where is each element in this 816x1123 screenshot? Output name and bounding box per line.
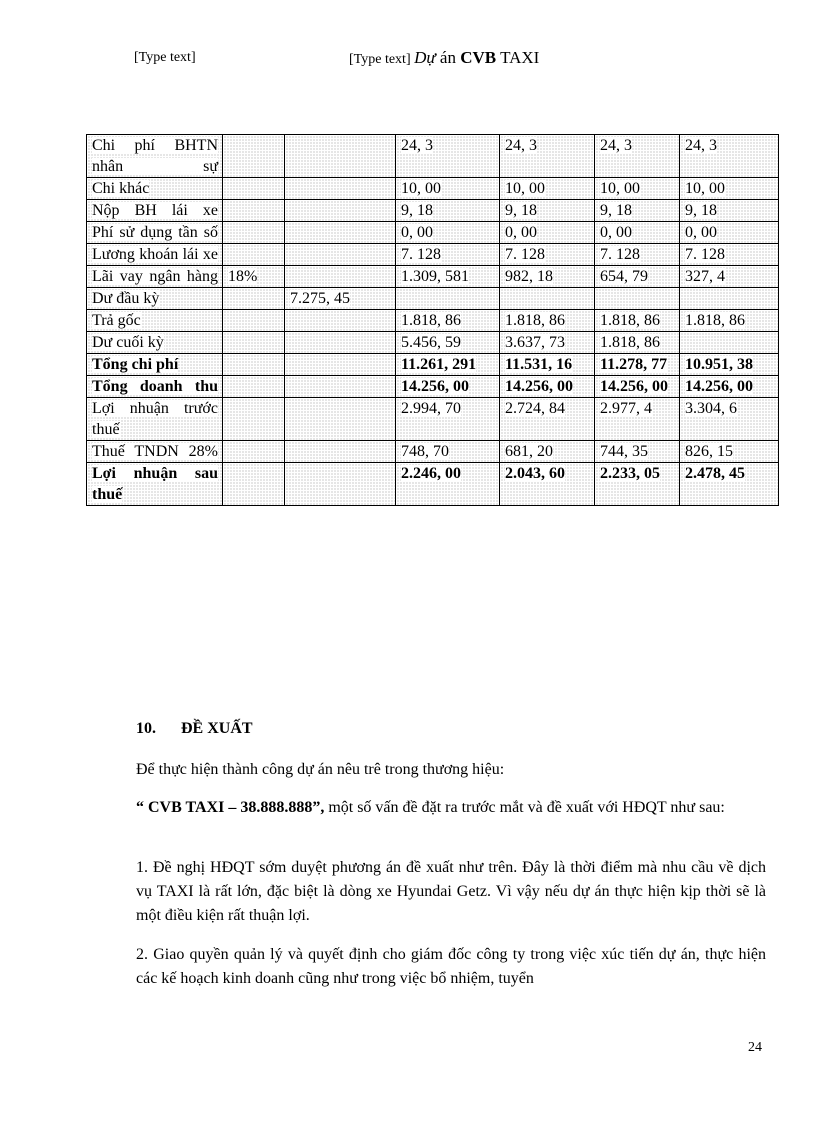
cell-value: 14.256, 00 bbox=[600, 378, 668, 395]
value-cell bbox=[223, 310, 285, 332]
value-cell bbox=[223, 266, 285, 288]
row-label: Lãi vay ngân hàng bbox=[92, 268, 218, 285]
value-cell bbox=[595, 310, 680, 332]
value-cell bbox=[595, 135, 680, 178]
cell-value: 9, 18 bbox=[600, 202, 632, 219]
table-row bbox=[87, 354, 779, 376]
table-row bbox=[87, 463, 779, 506]
cell-value: 7. 128 bbox=[685, 246, 725, 263]
value-cell bbox=[500, 398, 595, 441]
table-row bbox=[87, 332, 779, 354]
cell-value: 654, 79 bbox=[600, 268, 648, 285]
cell-value: 2.478, 45 bbox=[685, 465, 745, 482]
table-row bbox=[87, 178, 779, 200]
cell-value: 1.309, 581 bbox=[401, 268, 469, 285]
cell-value: 11.531, 16 bbox=[505, 356, 573, 373]
value-cell bbox=[396, 332, 500, 354]
cell-value: 14.256, 00 bbox=[685, 378, 753, 395]
row-label: Trả gốc bbox=[92, 312, 141, 329]
row-label: Lợi nhuận trước thuế bbox=[92, 400, 218, 438]
paragraph-brand-text: một số vấn đề đặt ra trước mắt và đề xuất với HĐQT như sau: bbox=[324, 799, 725, 816]
value-cell bbox=[500, 310, 595, 332]
cell-value: 14.256, 00 bbox=[505, 378, 573, 395]
value-cell bbox=[285, 222, 396, 244]
value-cell bbox=[500, 376, 595, 398]
cell-value: 10, 00 bbox=[685, 180, 725, 197]
cell-value: 2.233, 05 bbox=[600, 465, 660, 482]
value-cell bbox=[396, 266, 500, 288]
header-title bbox=[349, 48, 539, 68]
cell-value: 0, 00 bbox=[600, 224, 632, 241]
cell-value: 1.818, 86 bbox=[401, 312, 461, 329]
value-cell bbox=[595, 463, 680, 506]
cell-value: 24, 3 bbox=[401, 137, 433, 154]
header-center-placeholder: [Type text] bbox=[349, 52, 411, 67]
cell-value: 7. 128 bbox=[600, 246, 640, 263]
row-label-cell bbox=[87, 398, 223, 441]
value-cell bbox=[396, 441, 500, 463]
brand-slogan: “ CVB TAXI – 38.888.888”, bbox=[136, 799, 325, 816]
section-number: 10. bbox=[136, 720, 156, 737]
cell-value: 10, 00 bbox=[505, 180, 545, 197]
cell-value: 0, 00 bbox=[401, 224, 433, 241]
value-cell bbox=[285, 310, 396, 332]
cell-value: 7.275, 45 bbox=[290, 290, 350, 307]
value-cell bbox=[223, 200, 285, 222]
value-cell bbox=[680, 441, 779, 463]
value-cell bbox=[396, 135, 500, 178]
value-cell bbox=[595, 222, 680, 244]
cell-value: 2.724, 84 bbox=[505, 400, 565, 417]
header-title-italic: Dự bbox=[414, 48, 436, 67]
value-cell bbox=[595, 441, 680, 463]
row-label-cell bbox=[87, 463, 223, 506]
table-row bbox=[87, 135, 779, 178]
value-cell bbox=[223, 244, 285, 266]
value-cell bbox=[595, 244, 680, 266]
value-cell bbox=[223, 376, 285, 398]
value-cell bbox=[396, 310, 500, 332]
cell-value: 18% bbox=[228, 268, 258, 285]
cell-value: 826, 15 bbox=[685, 443, 733, 460]
value-cell bbox=[595, 178, 680, 200]
value-cell bbox=[680, 354, 779, 376]
cell-value: 11.261, 291 bbox=[401, 356, 477, 373]
row-label-cell bbox=[87, 178, 223, 200]
cell-value: 7. 128 bbox=[505, 246, 545, 263]
cell-value: 2.994, 70 bbox=[401, 400, 461, 417]
value-cell bbox=[396, 463, 500, 506]
header-title-mid: án bbox=[435, 48, 461, 67]
cell-value: 24, 3 bbox=[685, 137, 717, 154]
value-cell bbox=[223, 288, 285, 310]
table-row bbox=[87, 288, 779, 310]
value-cell bbox=[595, 288, 680, 310]
cell-value: 3.304, 6 bbox=[685, 400, 737, 417]
cell-value: 2.043, 60 bbox=[505, 465, 565, 482]
row-label-cell bbox=[87, 200, 223, 222]
value-cell bbox=[680, 135, 779, 178]
value-cell bbox=[396, 288, 500, 310]
page-number: 24 bbox=[748, 1040, 762, 1055]
table-row bbox=[87, 200, 779, 222]
row-label: Chi khác bbox=[92, 180, 150, 197]
value-cell bbox=[500, 135, 595, 178]
value-cell bbox=[680, 310, 779, 332]
row-label: Nộp BH lái xe bbox=[92, 202, 218, 219]
section-title: ĐỀ XUẤT bbox=[181, 720, 253, 737]
value-cell bbox=[396, 222, 500, 244]
cell-value: 748, 70 bbox=[401, 443, 449, 460]
cell-value: 982, 18 bbox=[505, 268, 553, 285]
table-row bbox=[87, 398, 779, 441]
cell-value: 7. 128 bbox=[401, 246, 441, 263]
value-cell bbox=[285, 178, 396, 200]
cell-value: 9, 18 bbox=[401, 202, 433, 219]
value-cell bbox=[223, 178, 285, 200]
value-cell bbox=[680, 398, 779, 441]
header-title-brand: CVB bbox=[460, 48, 497, 67]
value-cell bbox=[285, 266, 396, 288]
value-cell bbox=[680, 200, 779, 222]
table-row bbox=[87, 222, 779, 244]
value-cell bbox=[500, 266, 595, 288]
cell-value: 24, 3 bbox=[600, 137, 632, 154]
value-cell bbox=[285, 376, 396, 398]
row-label: Thuế TNDN 28% bbox=[92, 443, 218, 460]
row-label: Dư cuối kỳ bbox=[92, 334, 164, 351]
value-cell bbox=[680, 376, 779, 398]
value-cell bbox=[223, 398, 285, 441]
value-cell bbox=[595, 200, 680, 222]
cell-value: 3.637, 73 bbox=[505, 334, 565, 351]
financial-table-body bbox=[87, 135, 779, 506]
value-cell bbox=[223, 135, 285, 178]
header-title-suffix: TAXI bbox=[496, 48, 540, 67]
paragraph-proposal-2: 2. Giao quyền quản lý và quyết định cho giám đốc công ty trong việc xúc tiến dự án, thực hiện các kế hoạch kinh doanh cũng như trong việc bổ nhiệm, tuyển bbox=[136, 946, 766, 987]
row-label: Chi phí BHTN nhân sự bbox=[92, 137, 218, 175]
value-cell bbox=[680, 463, 779, 506]
cell-value: 1.818, 86 bbox=[600, 312, 660, 329]
row-label-cell bbox=[87, 310, 223, 332]
value-cell bbox=[396, 178, 500, 200]
cell-value: 10, 00 bbox=[600, 180, 640, 197]
value-cell bbox=[285, 200, 396, 222]
cell-value: 9, 18 bbox=[505, 202, 537, 219]
value-cell bbox=[500, 441, 595, 463]
value-cell bbox=[500, 463, 595, 506]
row-label-cell bbox=[87, 354, 223, 376]
row-label-cell bbox=[87, 266, 223, 288]
value-cell bbox=[223, 463, 285, 506]
value-cell bbox=[285, 244, 396, 266]
row-label-cell bbox=[87, 244, 223, 266]
row-label-cell bbox=[87, 222, 223, 244]
value-cell bbox=[396, 398, 500, 441]
table-row bbox=[87, 376, 779, 398]
value-cell bbox=[396, 200, 500, 222]
header-left-placeholder: [Type text] bbox=[134, 50, 196, 65]
cell-value: 744, 35 bbox=[600, 443, 648, 460]
row-label: Tổng doanh thu bbox=[92, 378, 218, 395]
value-cell bbox=[285, 398, 396, 441]
value-cell bbox=[500, 288, 595, 310]
value-cell bbox=[285, 463, 396, 506]
value-cell bbox=[595, 354, 680, 376]
value-cell bbox=[285, 332, 396, 354]
cell-value: 0, 00 bbox=[685, 224, 717, 241]
cell-value: 327, 4 bbox=[685, 268, 725, 285]
cell-value: 10, 00 bbox=[401, 180, 441, 197]
cell-value: 1.818, 86 bbox=[505, 312, 565, 329]
table-row bbox=[87, 310, 779, 332]
value-cell bbox=[396, 354, 500, 376]
row-label-cell bbox=[87, 376, 223, 398]
value-cell bbox=[285, 288, 396, 310]
value-cell bbox=[595, 266, 680, 288]
value-cell bbox=[223, 354, 285, 376]
table-row bbox=[87, 441, 779, 463]
section-heading bbox=[136, 720, 253, 738]
value-cell bbox=[595, 376, 680, 398]
cell-value: 24, 3 bbox=[505, 137, 537, 154]
value-cell bbox=[595, 398, 680, 441]
value-cell bbox=[500, 178, 595, 200]
cell-value: 2.977, 4 bbox=[600, 400, 652, 417]
value-cell bbox=[680, 178, 779, 200]
value-cell bbox=[680, 288, 779, 310]
cell-value: 1.818, 86 bbox=[600, 334, 660, 351]
cell-value: 14.256, 00 bbox=[401, 378, 469, 395]
paragraph-proposal-1: 1. Đề nghị HĐQT sớm duyệt phương án đề xuất như trên. Đây là thời điểm mà nhu cầu về dịch vụ TAXI là rất lớn, đặc biệt là dòng xe Hyundai Getz. Vì vậy nếu dự án thực hiện kịp thời sẽ là một điều kiện rất thuận lợi. bbox=[136, 859, 766, 924]
financial-table bbox=[86, 134, 779, 506]
value-cell bbox=[285, 441, 396, 463]
value-cell bbox=[595, 332, 680, 354]
value-cell bbox=[223, 332, 285, 354]
row-label: Lợi nhuận sau thuế bbox=[92, 465, 218, 503]
cell-value: 10.951, 38 bbox=[685, 356, 753, 373]
value-cell bbox=[396, 244, 500, 266]
cell-value: 0, 00 bbox=[505, 224, 537, 241]
cell-value: 1.818, 86 bbox=[685, 312, 745, 329]
row-label: Phí sử dụng tần số bbox=[92, 224, 218, 241]
paragraph-brand bbox=[136, 796, 766, 820]
row-label: Lương khoán lái xe bbox=[92, 246, 218, 263]
value-cell bbox=[396, 376, 500, 398]
row-label-cell bbox=[87, 332, 223, 354]
row-label-cell bbox=[87, 288, 223, 310]
value-cell bbox=[680, 332, 779, 354]
value-cell bbox=[500, 200, 595, 222]
cell-value: 5.456, 59 bbox=[401, 334, 461, 351]
cell-value: 681, 20 bbox=[505, 443, 553, 460]
row-label: Tổng chi phí bbox=[92, 356, 179, 373]
value-cell bbox=[680, 222, 779, 244]
value-cell bbox=[223, 222, 285, 244]
cell-value: 9, 18 bbox=[685, 202, 717, 219]
value-cell bbox=[500, 222, 595, 244]
value-cell bbox=[285, 135, 396, 178]
value-cell bbox=[500, 354, 595, 376]
cell-value: 2.246, 00 bbox=[401, 465, 461, 482]
row-label: Dư đầu kỳ bbox=[92, 290, 160, 307]
value-cell bbox=[285, 354, 396, 376]
value-cell bbox=[223, 441, 285, 463]
value-cell bbox=[500, 332, 595, 354]
value-cell bbox=[680, 266, 779, 288]
paragraph-intro: Để thực hiện thành công dự án nêu trê trong thương hiệu: bbox=[136, 761, 505, 778]
table-row bbox=[87, 266, 779, 288]
row-label-cell bbox=[87, 441, 223, 463]
value-cell bbox=[500, 244, 595, 266]
table-row bbox=[87, 244, 779, 266]
row-label-cell bbox=[87, 135, 223, 178]
value-cell bbox=[680, 244, 779, 266]
cell-value: 11.278, 77 bbox=[600, 356, 668, 373]
